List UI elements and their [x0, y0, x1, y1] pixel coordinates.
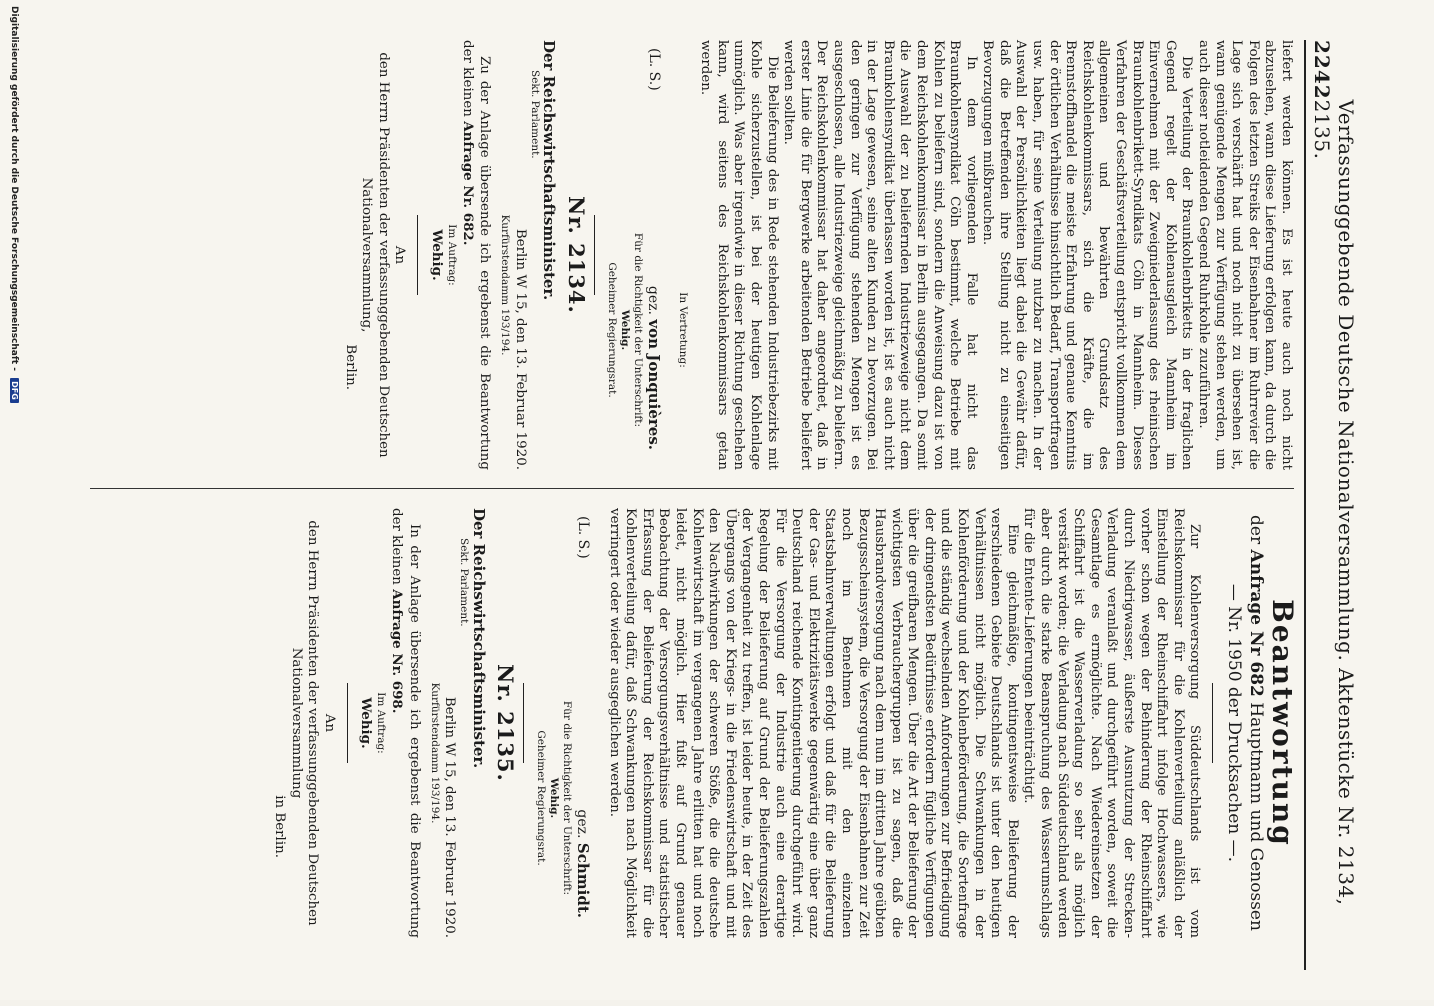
cover-text-body: In der Anlage übersende ich ergebenst die Beantwortung der kleinen — [389, 508, 422, 938]
signature-block — [644, 40, 662, 470]
paragraph: In dem vorliegenden Falle hat nicht das Braunkohlensyndikat Cöln bestimmt, welche Betriebe mit Kohlen zu beliefern sind, sondern die Anweisung dazu ist von dem Reichskohlenkommissar in Berlin ausgegangen. Da somit die Auswahl der zu beliefernden Industriezweige nicht dem Braunkohlensyndikat überlassen worden ist, ist es auch nicht in der Lage gewesen, seine alten Kunden zu bevorzugen. Bei den geringen zur Verfügung stehenden Mengen ist es ausgeschlossen, alle Industriezweige gleichmäßig zu beliefern. Der Reichskohlenkommissar hat daher angeordnet, daß in erster Linie die für Bergwerke arbeitenden Betriebe beliefert werden sollten. — [781, 40, 979, 470]
signature-name — [573, 809, 591, 918]
paragraph: liefert werden können. Es ist heute auch noch nicht abzusehen, wann diese Lieferung erfolgen kann, da durch die Folgen des letzten Streiks der Eisenbahner im Ruhrrevier die Lage sich verschärft hat und noch nicht zu übersehen ist, wann genügende Mengen zur Verfügung stehen werden, um auch dieser notleidenden Gegend Ruhrkohle zuzuführen. — [1196, 40, 1294, 470]
signed-mark: gez. — [644, 285, 661, 315]
paragraph: Die Belieferung des in Rede stehenden Industriebezirks mit Kohle sicherzustellen, ist bei der heutigen Kohlenlage unmöglich. Was aber irgendwie in dieser Richtung geschehen kann, wird seitens des Reichskohlenkommissars getan werden. — [698, 40, 780, 470]
journal: Kurfürstendamm 193/194. — [499, 214, 512, 356]
signer-name: von Jonquières. — [644, 319, 663, 450]
dfg-logo: DFG — [10, 378, 19, 403]
document-number: Nr. 2135. — [493, 664, 519, 782]
answer-heading: Beantwortung — [1266, 599, 1299, 847]
addressee: den Herrn Präsidenten der verfassunggebenden Deutschen Nationalversammlung — [288, 520, 321, 926]
column-divider — [90, 488, 1294, 489]
addressee-place: Berlin. — [342, 344, 358, 390]
subheading-inquiry: Anfrage Nr 682 — [1246, 549, 1267, 697]
cover-text — [387, 508, 421, 938]
page-header — [1310, 40, 1358, 970]
addressee-place: in Berlin. — [272, 795, 288, 858]
signature-name — [644, 286, 662, 450]
document-number: Nr. 2134. — [564, 196, 590, 314]
order-name: Wehig. — [429, 229, 446, 281]
order: Im Auftrag: — [446, 224, 459, 286]
certifier: Wehig. — [548, 777, 561, 819]
short-rule — [417, 215, 418, 295]
sender: Der Reichswirtschaftsminister. — [540, 40, 559, 301]
header-rule — [1304, 40, 1306, 970]
credit-text: Digitalisierung gefördert durch die Deutsche Forschungsgemeinschaft - — [9, 6, 19, 371]
answer-subheading-line2: — Nr. 1950 der Drucksachen —. — [1224, 583, 1245, 863]
to: An — [321, 713, 337, 733]
seal-mark: (L. S.) — [645, 48, 662, 91]
answer-subheading — [1245, 508, 1267, 938]
paragraph: Zur Kohlenversorgung Süddeutschlands ist vom Reichskommissar für die Kohlenverteilung anläßlich der Einstellung der Rheinschiffahrt infolge Hochwassers, wie vorher schon wegen der Behinderung der Rheinschiffahrt durch Niedrigwasser, äußerste Ausnutzung der Strecken-Verladung veranlaßt und durchgeführt worden, soweit die Gesamtlage es ermöglichte. Nach Wiedereinsetzen der Schiffahrt ist die Wasserverladung so sehr als möglich verstärkt worden; die Verladung nach Süddeutschland werden aber durch die starke Beanspruchung des Wasserumschlags für die Entente-Lieferungen beeinträchtigt. — [1021, 508, 1203, 938]
sender: Der Reichswirtschaftsminister. — [469, 508, 488, 769]
journal: Kurfürstendamm 193/194. — [428, 682, 441, 824]
cover-text-body: Zu der Anlage übersende ich ergebenst die Beantwortung der kleinen — [459, 40, 493, 470]
certifier: Wehig. — [619, 309, 632, 351]
place-date: Berlin W 15, den 13. Februar 1920. — [442, 696, 458, 938]
signature-block — [573, 508, 591, 938]
seal-mark: (L. S.) — [575, 516, 592, 559]
paragraph: Die Verteilung der Braunkohlenbriketts in der fraglichen Gegend regelt der Kohlenausgleich Mannheim im Einvernehmen mit der Zweigniederlassung des rheinischen Braunkohlenbrikett-Syndikats Cöln in Mannheim. Dieses Verfahren der Geschäftsverteilung entspricht vollkommen dem allgemeinen und bewährten Grundsatz des Reichskohlenkommissars, sich die Kräfte, die im Brennstoffhandel die meiste Erfahrung und genaue Kenntnis der örtlichen Verhältnisse hinsichtlich Bedarf, Transportfragen usw. haben, für seine Verteilung nutzbar zu machen. In der Auswahl der Persönlichkeiten liegt dabei die Gewähr dafür, daß die Betreffenden ihre Stellung nicht zu einseitigen Bevorzugungen mißbrauchen. — [980, 40, 1195, 470]
page-header-title: Verfassunggebende Deutsche Nationalversammlung. Aktenstücke Nr. 2134, 2135. — [1310, 99, 1358, 906]
sender-sub: Sekt. Parlament. — [528, 70, 541, 159]
signed-mark: gez. — [574, 809, 591, 839]
sender-sub: Sekt. Parlament. — [458, 538, 471, 627]
place-date: Berlin W 15, den 13. Februar 1920. — [512, 228, 528, 470]
to: An — [392, 245, 408, 265]
column-left — [341, 40, 1294, 470]
certification: Für die Richtigkeit der Unterschrift: — [561, 700, 574, 896]
certifier-title: Geheimer Regierungsrat. — [606, 262, 619, 398]
certifier-title: Geheimer Regierungsrat. — [535, 730, 548, 866]
column-right — [271, 508, 1299, 938]
cover-text — [458, 40, 492, 470]
certification: Für die Richtigkeit der Unterschrift: — [632, 232, 645, 428]
order: Im Auftrag: — [375, 692, 388, 754]
short-rule — [523, 683, 524, 763]
on-behalf: In Vertretung: — [676, 292, 689, 368]
subheading-prefix: der — [1246, 515, 1267, 545]
order-name: Wehig. — [358, 697, 375, 749]
page-number: 2242 — [1310, 40, 1334, 100]
short-rule — [594, 215, 595, 295]
short-rule — [347, 683, 348, 763]
digitization-credit — [9, 0, 19, 1006]
short-rule — [1212, 683, 1213, 763]
paragraph: Eine gleichmäßige, kontingentsweise Belieferung der verschiedenen Gebiete Deutschlands ist unter den heutigen Verhältnissen nicht möglich. Die Schwankungen in der Kohlenförderung und der Kohlenbeförderung, die Sortenfrage und die ständig wechselnden Anforderungen zur Befriedigung der dringendsten Bedürfnisse erfordern fügliche Verfügungen über die greifbaren Mengen. Über die Art der Belieferung der wichtigsten Verbrauchergruppen ist zu sagen, daß die Hausbrandversorgung nach dem nun im dritten Jahre geübten Bezugsscheinsystem, die Versorgung der Eisenbahnen zur Zeit noch im Benehmen mit den einzelnen Staatsbahnverwaltungen erfolgt und daß für die Belieferung der Gas- und Elektrizitätswerke gegenwärtig eine über ganz Deutschland reichende Kontingentierung durchgeführt wird. Für die Versorgung der Industrie auch eine derartige Regelung der Belieferung auf Grund der Belieferungszahlen der Vergangenheit zu treffen, ist leider heute, in der Zeit des Übergangs von der Kriegs- in die Friedenswirtschaft und mit den Nachwirkungen der schweren Stöße, die die deutsche Kohlenwirtschaft im vergangenen Jahre erlitten hat und noch leidet, nicht möglich. Hier fußt auf Grund genauer Beobachtung der Versorgungsverhältnisse und statistischer Erfassung der Belieferung der Reichskommissar für die Kohlenverteilung dafür, daß Schwankungen nach Möglichkeit verringert oder wieder ausgeglichen werden. — [606, 508, 1020, 938]
cover-text-inquiry: Anfrage Nr. 698. — [389, 589, 406, 714]
cover-text-inquiry: Anfrage Nr. 682. — [459, 121, 476, 246]
addressee: den Herrn Präsidenten der verfassunggebenden Deutschen Nationalversammlung, — [359, 52, 391, 458]
signer-name: Schmidt. — [574, 842, 593, 918]
subheading-rest: Hauptmann und Genossen — [1246, 702, 1267, 931]
